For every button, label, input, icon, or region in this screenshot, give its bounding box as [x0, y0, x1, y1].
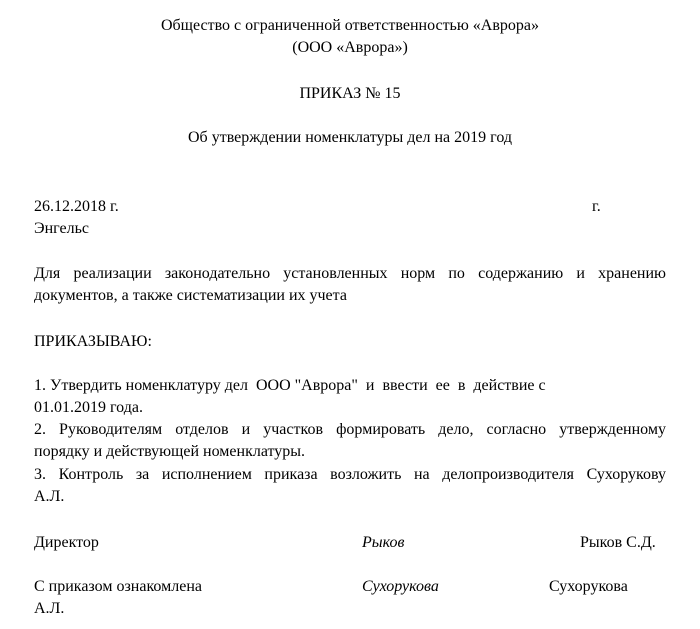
acknowledgement-signature: Сухорукова [362, 578, 439, 595]
director-signature: Рыков [362, 534, 405, 551]
city-name: Энгельс [34, 220, 89, 237]
item-2-line-1: 2. Руководителям отделов и участков формировать дело, согласно утвержденному [34, 421, 666, 438]
acknowledgement-label: С приказом ознакомлена [34, 578, 202, 595]
acknowledgement-initials: А.Л. [34, 600, 65, 617]
order-command: ПРИКАЗЫВАЮ: [34, 333, 152, 350]
preamble-line-2: документов, а также систематизации их учета [34, 287, 347, 304]
item-3-line-2: А.Л. [34, 488, 65, 505]
order-date: 26.12.2018 г. [34, 198, 119, 215]
item-3-line-1: 3. Контроль за исполнением приказа возложить на делопроизводителя Сухорукову [34, 466, 666, 483]
director-name: Рыков С.Д. [580, 534, 656, 551]
acknowledgement-name: Сухорукова [549, 578, 628, 595]
preamble-line-1: Для реализации законодательно установленных норм по содержанию и хранению [34, 265, 666, 282]
item-1-line-2: 01.01.2019 года. [34, 399, 143, 416]
order-subject: Об утверждении номенклатуры дел на 2019 год [188, 129, 512, 146]
organization-full-name: Общество с ограниченной ответственностью «Аврора» [160, 17, 540, 34]
organization-short-name: (ООО «Аврора») [292, 39, 408, 56]
item-2-line-2: порядку и действующей номенклатуры. [34, 443, 306, 460]
director-label: Директор [34, 534, 99, 551]
order-title: ПРИКАЗ № 15 [299, 85, 401, 102]
city-suffix: г. [592, 198, 601, 215]
item-1-line-1: 1. Утвердить номенклатуру дел ООО "Аврора" и ввести ее в действие с [34, 377, 546, 394]
